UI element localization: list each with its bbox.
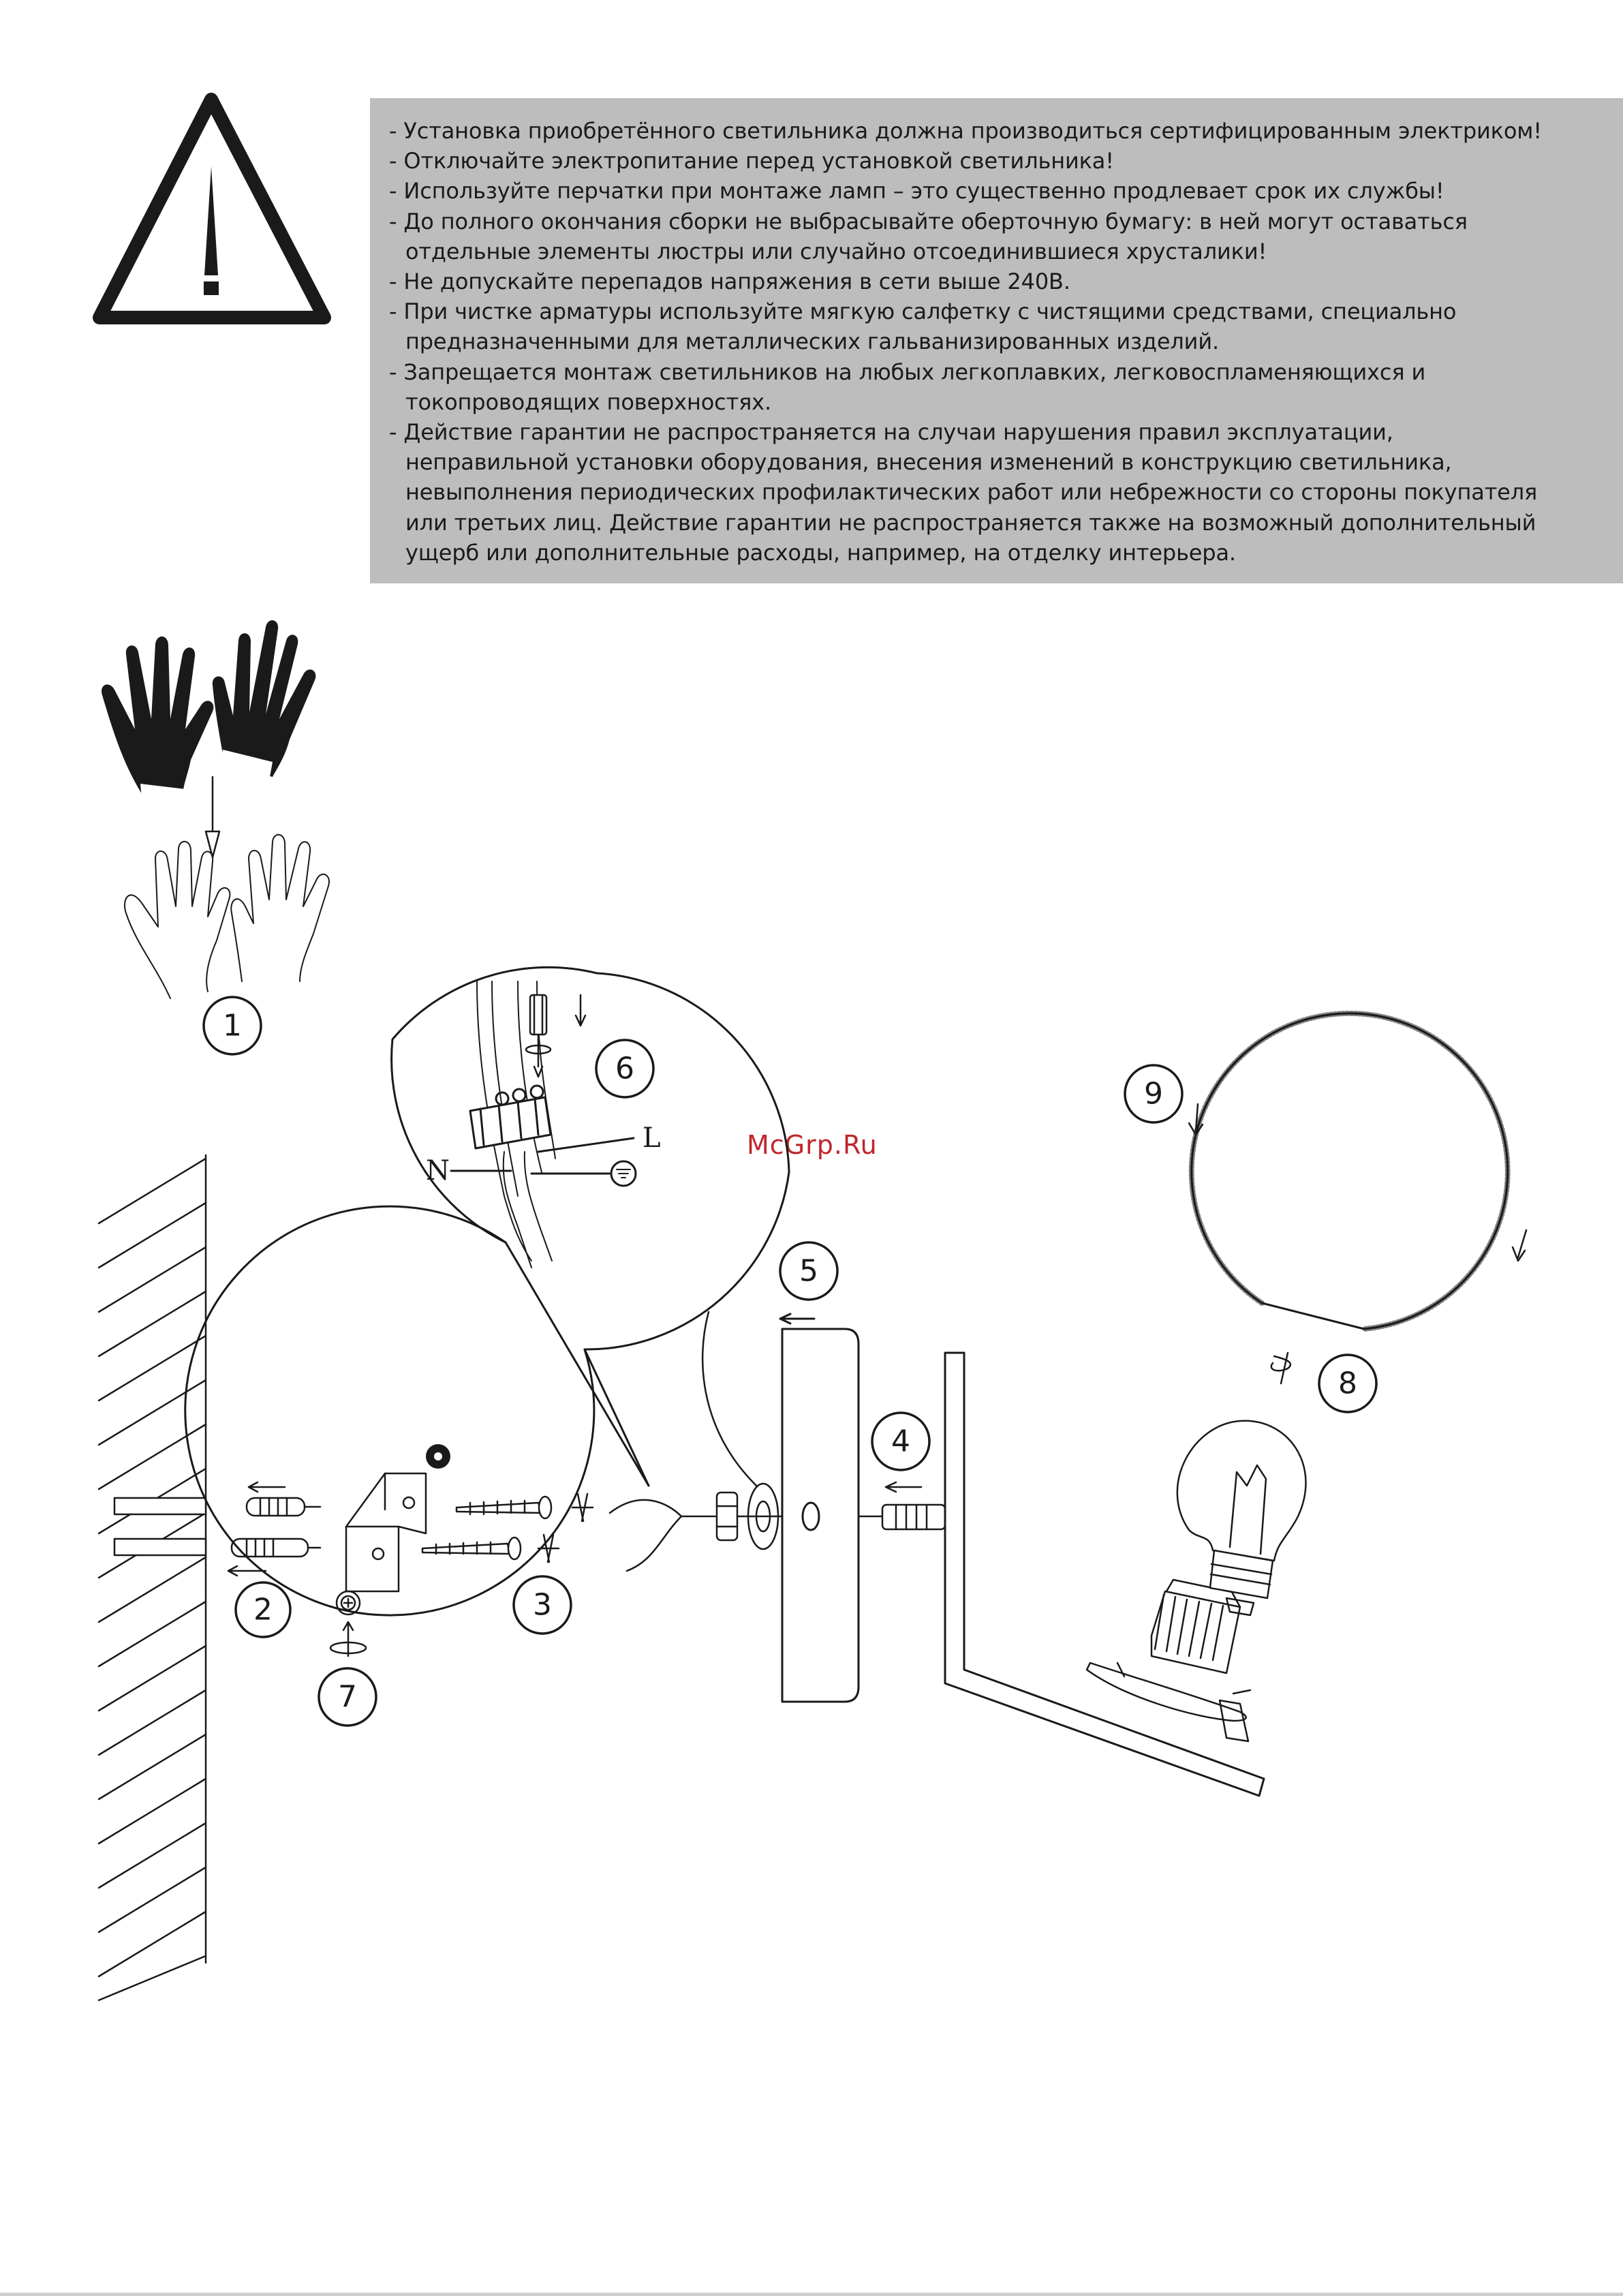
neutral-wire-label: N [426, 1155, 450, 1187]
warning-triangle-icon [99, 100, 324, 318]
down-arrow-icon [206, 777, 219, 857]
warning-line: предназначенными для металлических гальванизированных изделий. [405, 328, 1219, 355]
gloves-icon [102, 620, 315, 803]
lamp-holder [1087, 1580, 1250, 1741]
wiring-detail-callout [185, 967, 789, 1615]
mounting-screws [422, 1494, 593, 1562]
step-1-marker [204, 997, 261, 1054]
mounting-bracket [346, 1473, 426, 1591]
step-6-label: 6 [615, 1051, 634, 1086]
page-bottom-rule [0, 2293, 1623, 2296]
step-9-marker [1125, 1065, 1182, 1122]
watermark: McGrp.Ru [747, 1130, 878, 1160]
step-5-label: 5 [799, 1253, 818, 1289]
step-9-label: 9 [1144, 1076, 1163, 1112]
step-4-marker [872, 1413, 929, 1470]
warning-line: неправильной установки оборудования, внесения изменений в конструкцию светильника, [405, 449, 1452, 476]
warning-line: - Установка приобретённого светильника должна производиться сертифицированным электриком! [389, 118, 1542, 144]
warning-line: отдельные элементы люстры или случайно отсоединившиеся хрусталики! [405, 238, 1267, 264]
step-6-marker [596, 1040, 653, 1097]
light-bulb-icon [1177, 1421, 1306, 1615]
screwdriver-icon [526, 995, 585, 1077]
warning-line: - Действие гарантии не распространяется на случаи нарушения правил эксплуатации, [389, 419, 1393, 446]
step-7-label: 7 [338, 1679, 357, 1715]
step-1-label: 1 [223, 1008, 242, 1043]
warning-line: - При чистке арматуры используйте мягкую салфетку с чистящими средствами, специально [389, 299, 1457, 325]
step-3-marker [514, 1576, 571, 1634]
warning-line: - Используйте перчатки при монтаже ламп – это существенно продлевает срок их службы! [389, 178, 1444, 204]
warning-line: - До полного окончания сборки не выбрасывайте оберточную бумагу: в ней могут оставаться [389, 208, 1468, 234]
step-8-label: 8 [1338, 1366, 1357, 1401]
wall [99, 1155, 206, 2000]
step-3-label: 3 [533, 1587, 552, 1623]
step-2-label: 2 [253, 1592, 273, 1627]
step-8-marker [1319, 1355, 1376, 1412]
warning-line: - Отключайте электропитание перед установкой светильника! [389, 148, 1114, 174]
step-2-marker [236, 1582, 290, 1637]
threaded-tube [859, 1482, 945, 1529]
ground-screw-icon [426, 1444, 450, 1469]
wall-plugs [228, 1482, 320, 1576]
warning-line: - Запрещается монтаж светильников на любых легкоплавких, легковоспламеняющихся и [389, 358, 1426, 385]
warning-line: ущерб или дополнительные расходы, например, на отделку интерьера. [405, 539, 1236, 566]
glass-shade [1189, 1013, 1526, 1329]
bare-hands-icon [125, 835, 329, 998]
warning-line: невыполнения периодических профилактических работ или небрежности со стороны покупателя [405, 479, 1538, 506]
nut-and-washer [681, 1484, 782, 1549]
live-wire-label: L [643, 1122, 661, 1154]
step-4-label: 4 [891, 1424, 910, 1459]
warning-line: или третьих лиц. Действие гарантии не распространяется также на возможный дополнительный [405, 509, 1536, 536]
warning-line: - Не допускайте перепадов напряжения в сети выше 240В. [389, 269, 1070, 295]
rotate-arrow-icon [1271, 1353, 1290, 1383]
step-7-marker [319, 1668, 376, 1726]
step-5-marker [780, 1242, 837, 1300]
warning-line: токопроводящих поверхностях. [405, 388, 771, 415]
bracket-screw [330, 1591, 366, 1656]
canopy-plate [780, 1314, 859, 1702]
